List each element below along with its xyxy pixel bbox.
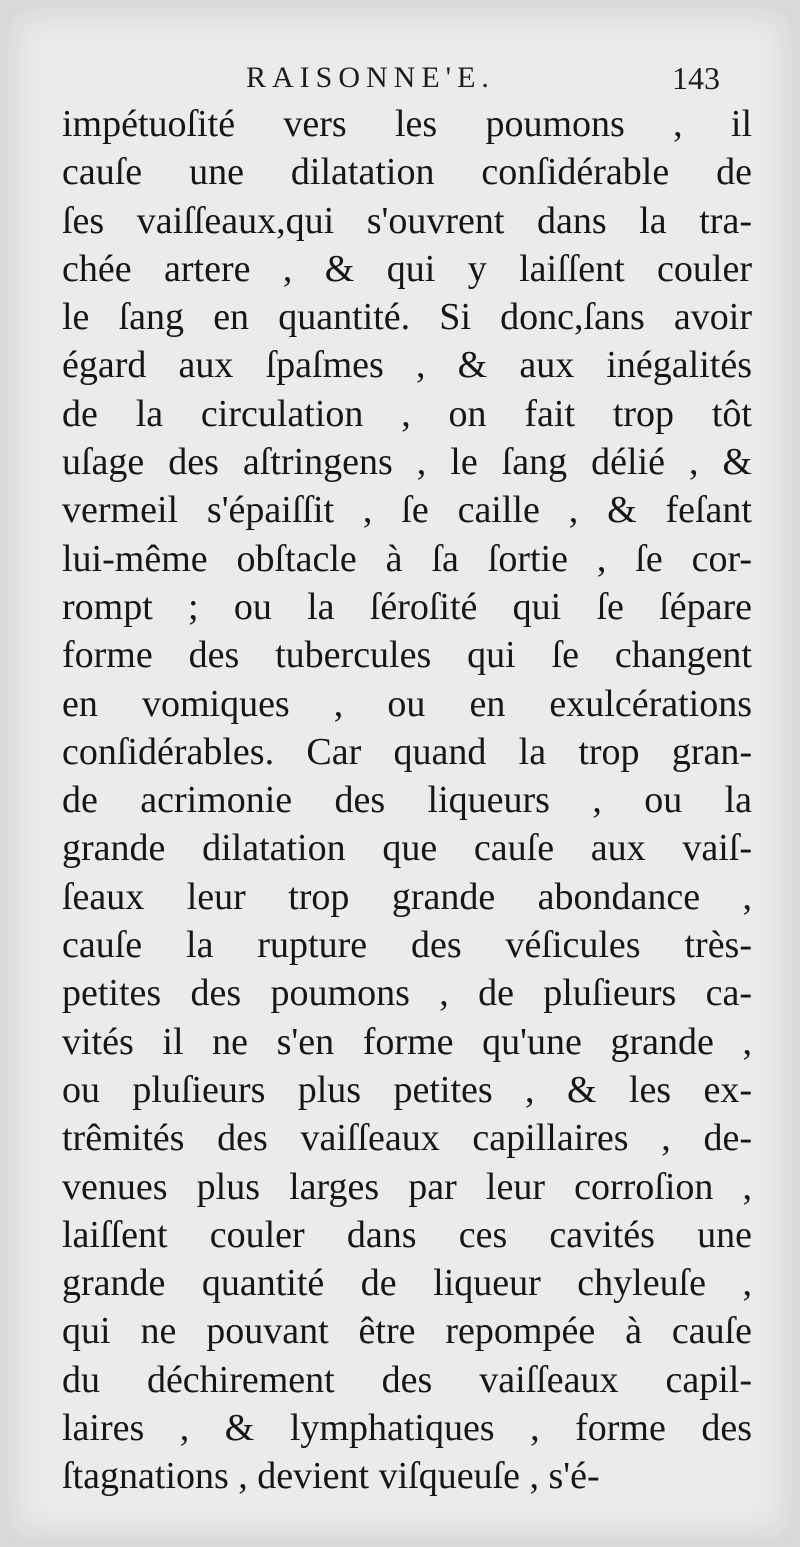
body-text	[62, 100, 752, 1501]
book-page	[8, 8, 792, 1539]
text-line: le ſang en quantité. Si donc,ſans avoir	[62, 296, 752, 339]
text-line: ſes vaiſſeaux,qui s'ouvrent dans la tra-	[62, 199, 752, 242]
text-line: vités il ne s'en forme qu'une grande ,	[62, 1020, 752, 1063]
text-line: ſtagnations , devient viſqueuſe , s'é-	[62, 1455, 600, 1498]
page-number: 143	[672, 60, 720, 96]
text-line: chée artere , & qui y laiſſent couler	[62, 247, 752, 290]
text-line: vermeil s'épaiſſit , ſe caille , & feſant	[62, 489, 752, 532]
text-line: ſeaux leur trop grande abondance ,	[62, 875, 752, 918]
text-line: cauſe la rupture des véſicules très-	[62, 924, 752, 967]
text-line: grande quantité de liqueur chyleuſe ,	[62, 1262, 752, 1305]
text-line: venues plus larges par leur corroſion ,	[62, 1165, 752, 1208]
text-line: qui ne pouvant être repompée à cauſe	[62, 1310, 752, 1353]
text-line: cauſe une dilatation conſidérable de	[62, 151, 752, 194]
text-line: forme des tubercules qui ſe changent	[62, 634, 752, 677]
running-title: RAISONNE'E.	[246, 61, 495, 94]
text-line: lui-même obſtacle à ſa ſortie , ſe cor-	[62, 537, 752, 580]
text-line: trêmités des vaiſſeaux capillaires , de-	[62, 1117, 752, 1160]
text-line: laiſſent couler dans ces cavités une	[62, 1213, 752, 1256]
text-line: du déchirement des vaiſſeaux capil-	[62, 1358, 752, 1401]
text-line: rompt ; ou la ſéroſité qui ſe ſépare	[62, 585, 752, 628]
text-line: ou pluſieurs plus petites , & les ex-	[62, 1068, 752, 1111]
text-line: en vomiques , ou en exulcérations	[62, 682, 752, 725]
text-line: laires , & lymphatiques , forme des	[62, 1407, 752, 1450]
running-head	[8, 60, 792, 100]
text-line: égard aux ſpaſmes , & aux inégalités	[62, 344, 752, 387]
text-line: de acrimonie des liqueurs , ou la	[62, 779, 752, 822]
text-line: de la circulation , on fait trop tôt	[62, 392, 752, 435]
text-line: conſidérables. Car quand la trop gran-	[62, 730, 752, 773]
text-line: petites des poumons , de pluſieurs ca-	[62, 972, 752, 1015]
text-line: uſage des aſtringens , le ſang délié , &	[62, 441, 752, 484]
text-line: grande dilatation que cauſe aux vaiſ-	[62, 827, 752, 870]
text-line: impétuoſité vers les poumons , il	[62, 103, 752, 145]
